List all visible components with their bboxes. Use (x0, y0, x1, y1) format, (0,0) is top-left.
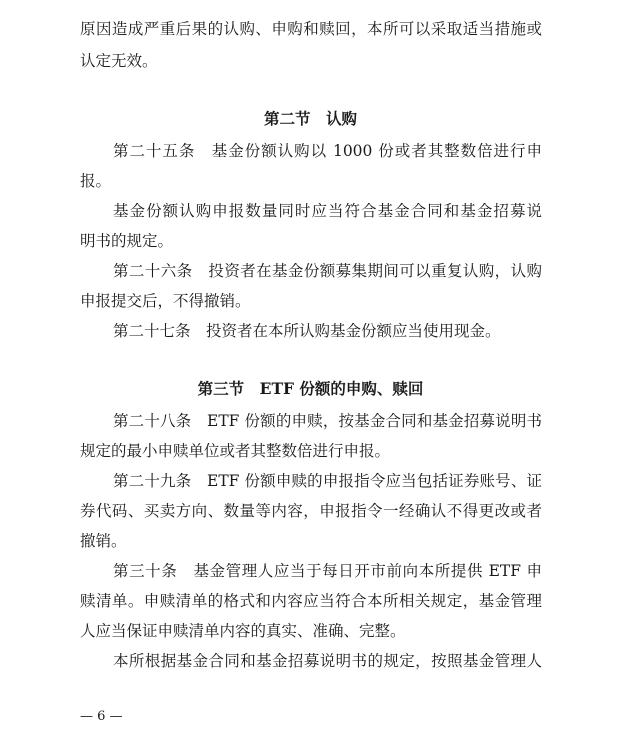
article-29-line: 第二十九条 ETF 份额申赎的申报指令应当包括证券账号、证 (113, 472, 542, 490)
paragraph-line: 原因造成严重后果的认购、申购和赎回，本所可以采取适当措施或 (80, 20, 542, 38)
article-25-line: 第二十五条 基金份额认购以 1000 份或者其整数倍进行申 (113, 142, 542, 160)
paragraph-line: 明书的规定。 (80, 232, 174, 250)
section-heading-etf: 第三节 ETF 份额的申购、赎回 (197, 379, 424, 398)
paragraph-line: 基金份额认购申报数量同时应当符合基金合同和基金招募说 (113, 202, 542, 220)
article-28-line: 规定的最小申赎单位或者其整数倍进行申报。 (80, 442, 391, 460)
article-30-line: 第三十条 基金管理人应当于每日开市前向本所提供 ETF 申 (113, 562, 542, 580)
article-28-line: 第二十八条 ETF 份额的申赎，按基金合同和基金招募说明书 (113, 412, 542, 430)
paragraph-line: 认定无效。 (80, 52, 158, 70)
article-26-line: 第二十六条 投资者在基金份额募集期间可以重复认购，认购 (113, 262, 542, 280)
article-25-line: 报。 (80, 172, 112, 190)
section-heading-subscription: 第二节 认购 (263, 109, 357, 128)
page-number: — 6 — (80, 709, 123, 724)
article-29-line: 券代码、买卖方向、数量等内容，申报指令一经确认不得更改或者 (80, 502, 542, 520)
article-27-line: 第二十七条 投资者在本所认购基金份额应当使用现金。 (113, 322, 501, 340)
paragraph-line: 本所根据基金合同和基金招募说明书的规定，按照基金管理人 (113, 652, 542, 670)
article-29-line: 撤销。 (80, 532, 127, 550)
article-26-line: 申报提交后，不得撤销。 (80, 292, 251, 310)
article-30-line: 人应当保证申赎清单内容的真实、准确、完整。 (80, 622, 406, 640)
article-30-line: 赎清单。申赎清单的格式和内容应当符合本所相关规定，基金管理 (80, 592, 542, 610)
